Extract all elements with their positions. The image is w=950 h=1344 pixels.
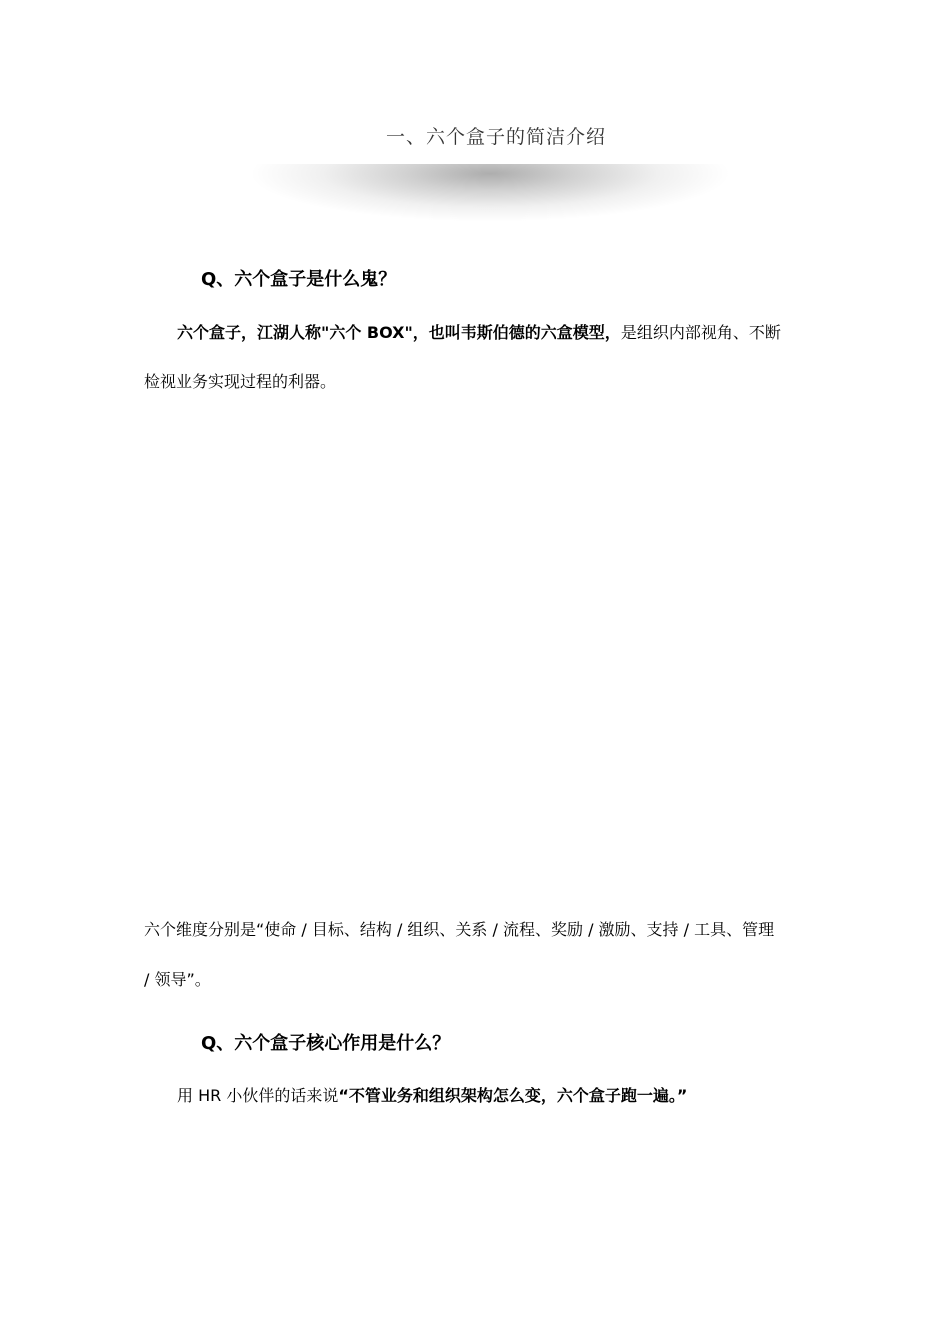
title-shadow-decoration	[250, 164, 730, 244]
core-role-plain-text: 用 HR 小伙伴的话来说	[177, 1086, 339, 1105]
intro-bold-text: 六个盒子，江湖人称"六个 BOX"，也叫韦斯伯德的六盒模型，	[177, 323, 621, 342]
page-title: 一、六个盒子的简洁介绍	[385, 126, 606, 148]
intro-paragraph-line-1	[177, 320, 781, 343]
intro-paragraph-line-2: 检视业务实现过程的利器。	[144, 372, 337, 391]
dimensions-paragraph-line-1: 六个维度分别是“使命 / 目标、结构 / 组织、关系 / 流程、奖励 / 激励、支持 / 工具、管理	[144, 920, 775, 939]
section-heading-core-role: Q、六个盒子核心作用是什么？	[201, 1033, 451, 1054]
section-heading-what: Q、六个盒子是什么鬼？	[201, 269, 397, 290]
intro-plain-text: 是组织内部视角、不断	[620, 323, 781, 342]
core-role-paragraph	[177, 1083, 687, 1106]
core-role-bold-quote: “不管业务和组织架构怎么变，六个盒子跑一遍。”	[338, 1086, 688, 1105]
dimensions-paragraph-line-2: / 领导”。	[144, 970, 211, 989]
